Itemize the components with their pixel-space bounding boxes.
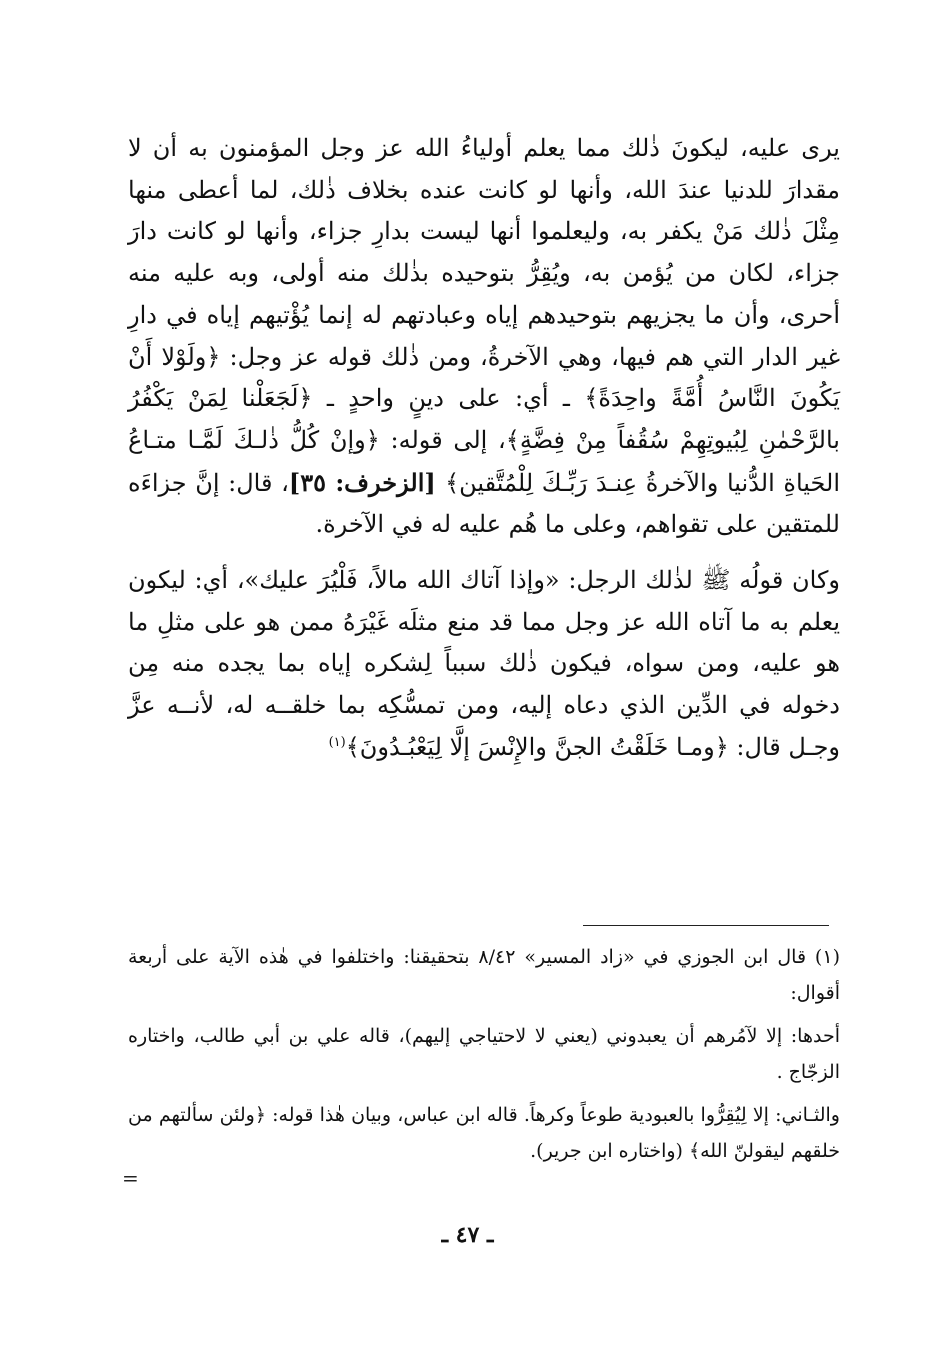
footnote-divider xyxy=(583,925,829,926)
footnote-line: (١) قال ابن الجوزي في «زاد المسير» ٨/٤٢ بتحقيقنا: واختلفوا في هٰذه الآية على أربعة أقوال: xyxy=(128,946,840,1004)
quran-verse: ﴿لَجَعَلْنا لِمَنْ يَكْفُرُ بالرَّحْمٰنِ لِبُيوتِهِمْ سُقُفاً مِنْ فِضَّةٍ﴾ xyxy=(128,384,840,454)
footnote-marker: (١) xyxy=(328,734,346,750)
paragraph-text: وكان قولُه ﷺ لذٰلك الرجل: «وإذا آتاك الله مالاً، فَلْيُرَ عليك»، أي: ليكون يعلم به ما آتاه الله عز وجل مما قد منع مثلَه غَيْرَهُ ممن هو على مثلِ ما هو عليه، ومن سواه، فيكون ذٰلك سبباً لِشكره إياه بما يجده منه مِن دخوله في الدِّين الذي دعاه إليه، ومن تمسُّكِه بما خلقــه له، لأنــه عزَّ وجـل قال: xyxy=(128,566,840,761)
continuation-mark: = xyxy=(122,1166,139,1190)
footnotes xyxy=(128,940,840,1169)
paragraph-text: ـ أي: على دينٍ واحدٍ ـ xyxy=(312,384,585,413)
page-number: ـ ٤٧ ـ xyxy=(441,1222,494,1248)
verse-reference: [الزخرف: ٣٥] xyxy=(288,467,446,497)
quran-verse: ﴿وإنْ كُلُّ ذٰلـكَ لَمَّـا متـاعُ الحَياةِ الدُّنيا والآخرةُ عِنـدَ رَبِّـكَ لِلْمُتَّقين﴾ xyxy=(128,425,840,497)
quran-verse: ﴿ولَوْلا أَنْ يَكُونَ النَّاسُ أُمَّةً واحِدَةً﴾ xyxy=(128,342,840,413)
main-text xyxy=(128,128,840,769)
paragraph-text: ، قال: إنَّ جزاءَه للمتقين على تقواهم، وعلى ما هُم عليه له في الآخرة. xyxy=(128,468,840,539)
footnote-line: أحدها: إلا لآمُرهم أن يعبدوني (يعني لا لاحتياجي إليهم)، قاله علي بن أبي طالب، واختاره الزجّاج . xyxy=(128,1025,840,1083)
paragraph-text: يرى عليه، ليكونَ ذٰلك مما يعلم أولياءُ الله عز وجل المؤمنون به أن لا مقدارَ للدنيا عندَ الله، وأنها لو كانت عنده بخلاف ذٰلك، لما أعطى منها مِثْلَ ذٰلك مَنْ يكفر به، وليعلموا أنها ليست بدارِ جزاء، وأنها لو كانت دارَ جزاء، لكان من يُؤمن به، ويُقِرُّ بتوحيده بذٰلك منه أولى، وبه عليه منه أحرى، وأن ما يجزيهم بتوحيدهم إياه وعبادتهم له إنما يُؤْتيهم إياه في دارِ غير الدار التي هم فيها، وهي الآخرةُ، ومن ذٰلك قوله عز وجل: xyxy=(128,134,840,371)
footnote-line: والثـاني: إلا لِيُقِرُّوا بالعبودية طوعاً وكرهاً. قاله ابن عباس، وبيان هٰذا قوله: ﴿ولئن سألتهم من خلقهم ليقولنّ الله﴾ (واختاره ابن جرير). xyxy=(128,1104,840,1162)
quran-verse: ﴿ومـا خَلَقْتُ الجنَّ والإِنْسَ إلَّا لِيَعْبُـدُونَ﴾ xyxy=(345,732,729,761)
paragraph-text: ، إلى قوله: xyxy=(379,425,506,454)
paragraph-2 xyxy=(128,560,840,769)
paragraph-1 xyxy=(128,128,840,546)
